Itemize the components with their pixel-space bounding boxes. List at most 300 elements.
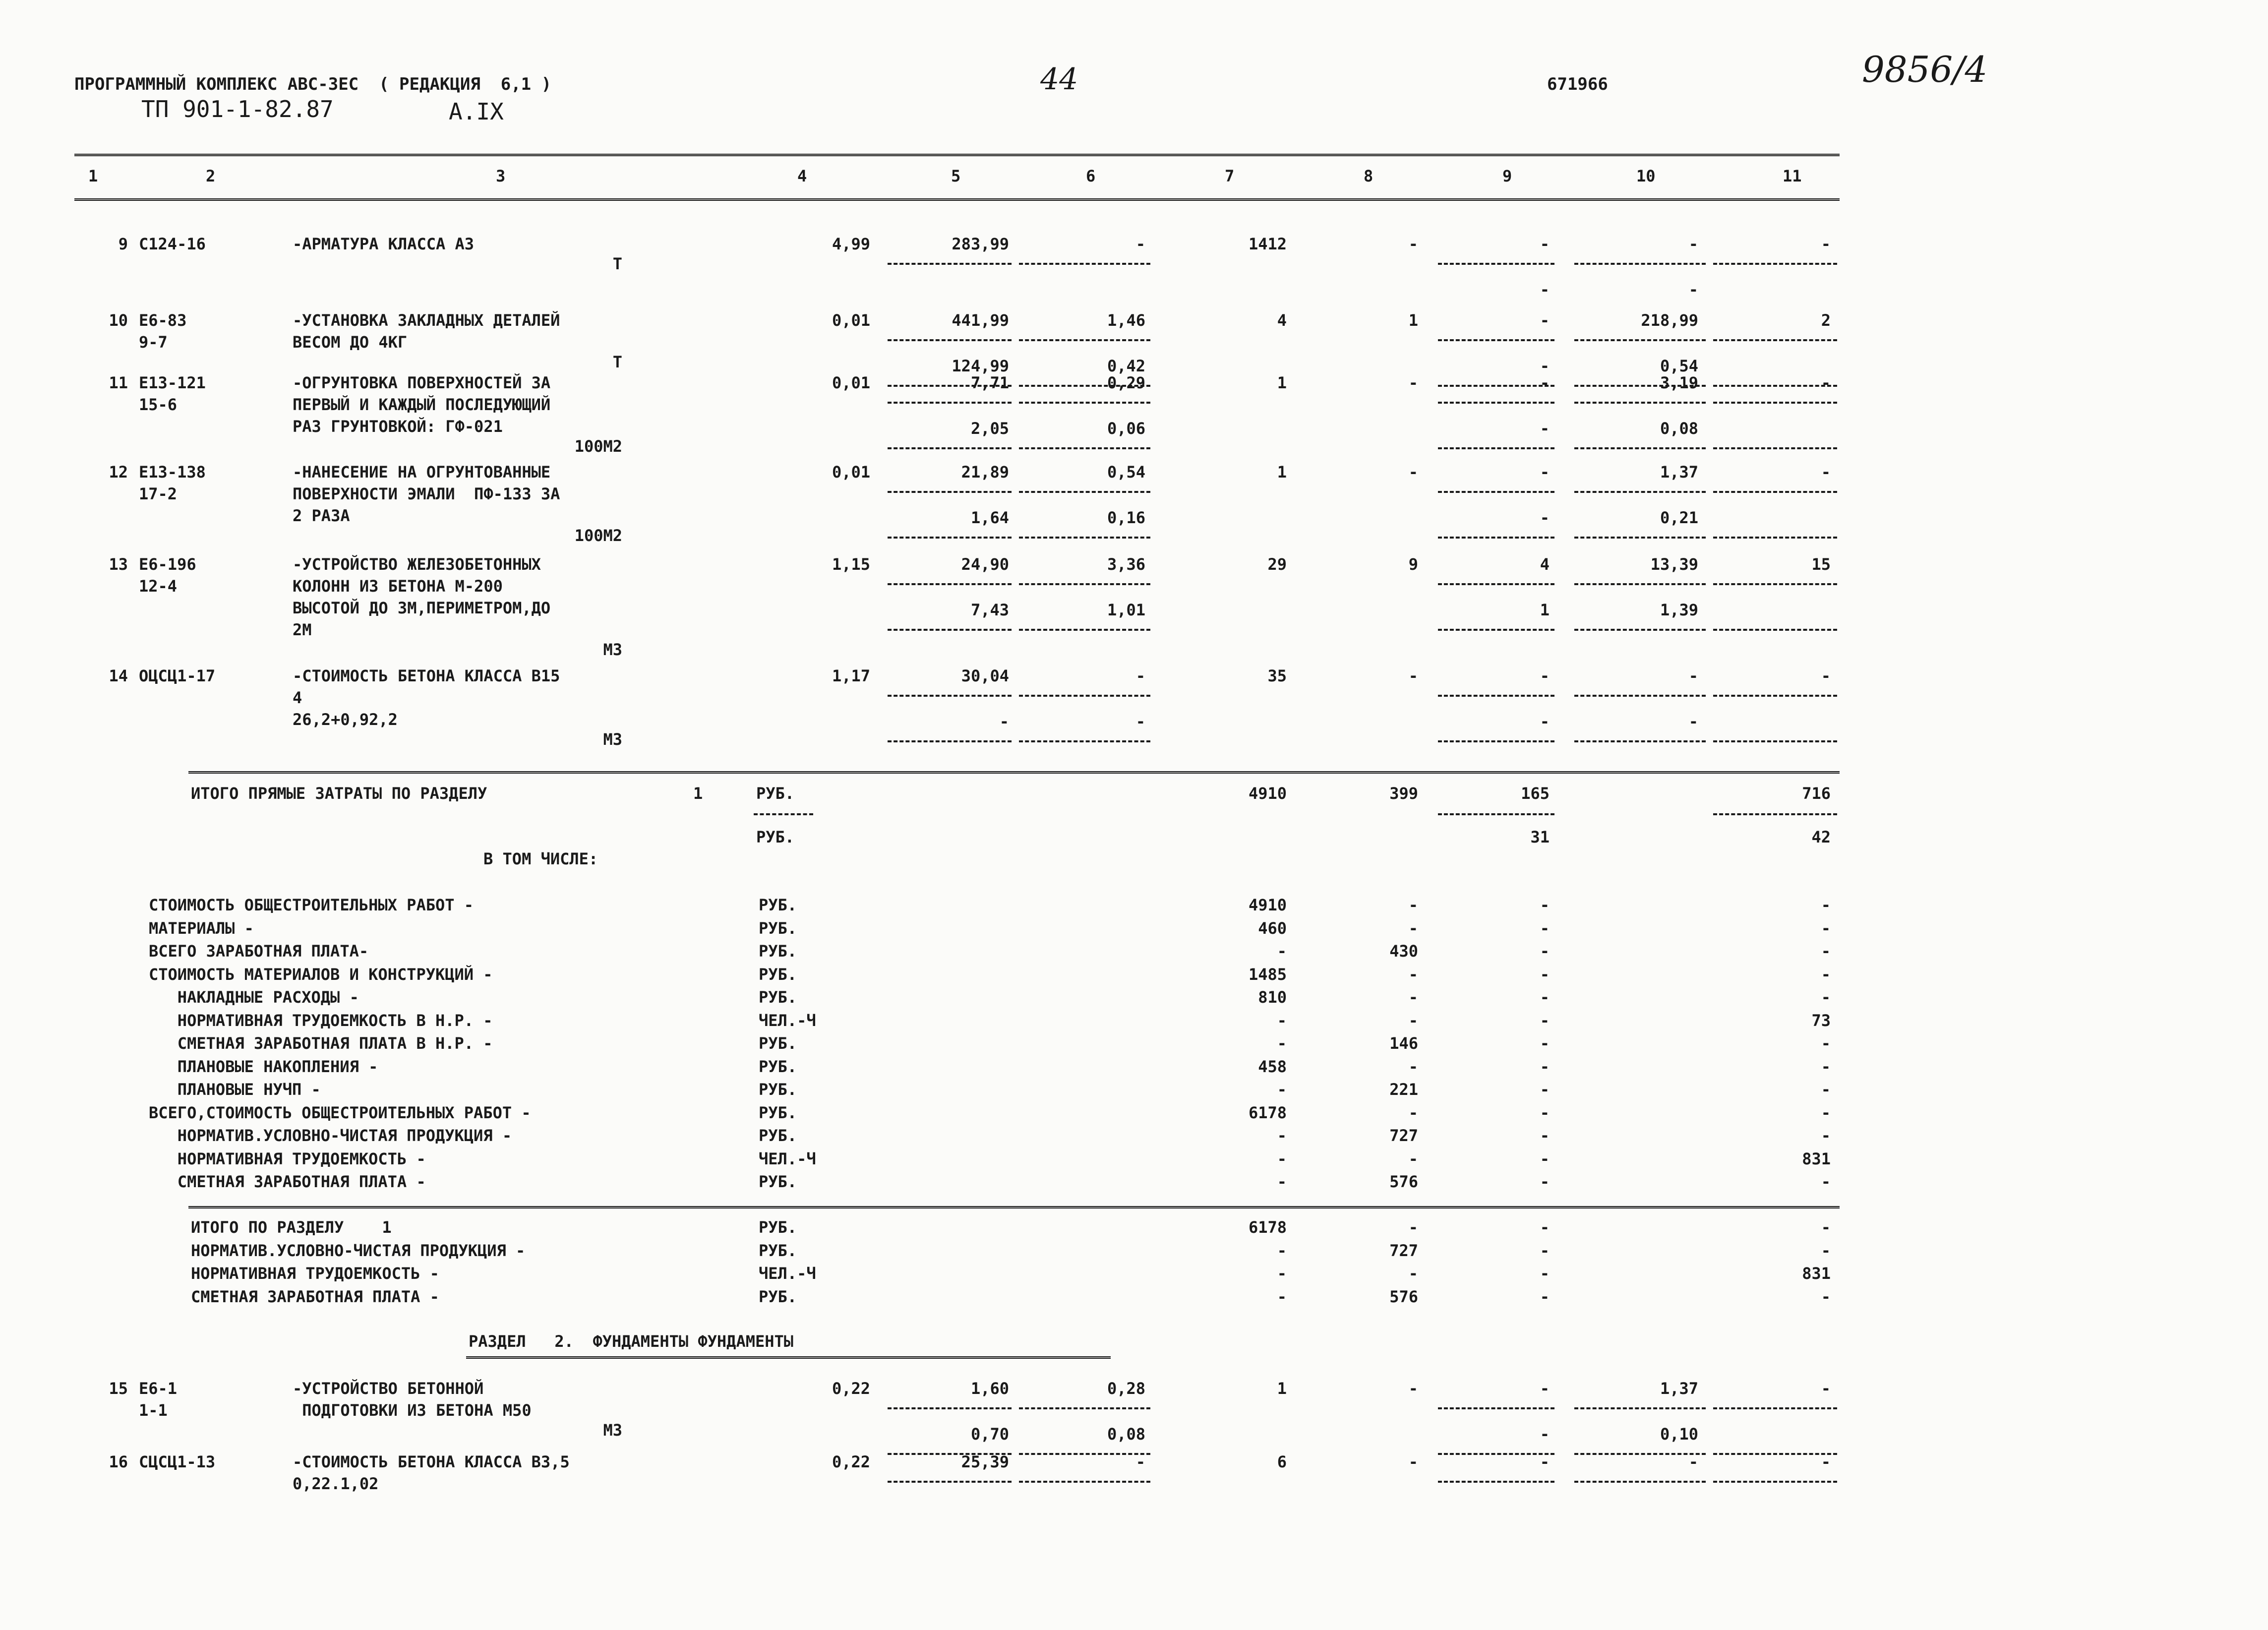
section-total-label: НОРМАТИВ.УСЛОВНО-ЧИСТАЯ ПРОДУКЦИЯ - bbox=[191, 1241, 526, 1260]
breakdown-wage: 727 bbox=[1389, 1126, 1418, 1145]
breakdown-unit: РУБ. bbox=[759, 942, 797, 961]
work-name: -СТОИМОСТЬ БЕТОНА КЛАССА В3,5 bbox=[293, 1452, 570, 1471]
col9-value: - bbox=[1540, 373, 1550, 392]
section-total-cost: - bbox=[1277, 1241, 1287, 1260]
col11-value: 2 bbox=[1821, 311, 1831, 330]
section-total-cost: - bbox=[1277, 1264, 1287, 1283]
total-wage: - bbox=[1408, 666, 1418, 685]
cell-rule bbox=[1574, 1481, 1706, 1483]
col11-value: - bbox=[1821, 373, 1831, 392]
row-number: 14 bbox=[109, 666, 128, 685]
section-total-label: СМЕТНАЯ ЗАРАБОТНАЯ ПЛАТА - bbox=[191, 1287, 439, 1306]
breakdown-col9: - bbox=[1540, 988, 1550, 1007]
qty-value: 1,17 bbox=[832, 666, 870, 685]
unit-wage: 0,28 bbox=[1107, 1379, 1145, 1398]
total-cost: 6 bbox=[1277, 1452, 1287, 1471]
breakdown-col9: - bbox=[1540, 1172, 1550, 1191]
breakdown-label: ВСЕГО,СТОИМОСТЬ ОБЩЕСТРОИТЕЛЬНЫХ РАБОТ - bbox=[149, 1103, 531, 1122]
breakdown-cost: - bbox=[1277, 1126, 1287, 1145]
column-number: 6 bbox=[1086, 167, 1096, 185]
breakdown-cost: 458 bbox=[1258, 1057, 1287, 1076]
cell-rule bbox=[1019, 1453, 1150, 1455]
work-name: -УСТРОЙСТВО ЖЕЛЕЗОБЕТОННЫХ bbox=[293, 555, 541, 574]
breakdown-cost: - bbox=[1277, 1034, 1287, 1053]
cell-rule bbox=[888, 491, 1012, 493]
cell-rule bbox=[888, 263, 1012, 265]
column-number: 3 bbox=[496, 167, 506, 185]
cell-rule bbox=[1574, 740, 1706, 742]
work-name: -НАНЕСЕНИЕ НА ОГРУНТОВАННЫЕ bbox=[293, 463, 551, 482]
col9-value: - bbox=[1540, 463, 1550, 482]
breakdown-unit: РУБ. bbox=[759, 1172, 797, 1191]
unit-wage: 0,54 bbox=[1107, 463, 1145, 482]
breakdown-label: СМЕТНАЯ ЗАРАБОТНАЯ ПЛАТА В Н.Р. - bbox=[149, 1034, 493, 1053]
unit-wage: - bbox=[1135, 666, 1145, 685]
work-name: 26,2+0,92,2 bbox=[293, 710, 398, 729]
col9-value: - bbox=[1540, 235, 1550, 253]
col10-value: 0,21 bbox=[1660, 508, 1698, 527]
totals-col9: 165 bbox=[1521, 784, 1550, 803]
col11-value: - bbox=[1821, 235, 1831, 253]
column-number: 8 bbox=[1364, 167, 1373, 185]
cell-rule bbox=[1438, 263, 1554, 265]
breakdown-label: СТОИМОСТЬ МАТЕРИАЛОВ И КОНСТРУКЦИЙ - bbox=[149, 965, 493, 984]
work-name: 2М bbox=[293, 620, 312, 639]
breakdown-wage: - bbox=[1408, 1011, 1418, 1030]
work-name: 4 bbox=[293, 688, 302, 707]
unit-wage: 0,06 bbox=[1107, 419, 1145, 438]
col9-value: - bbox=[1540, 419, 1550, 438]
section-total-col9: - bbox=[1540, 1264, 1550, 1283]
breakdown-label: НАКЛАДНЫЕ РАСХОДЫ - bbox=[149, 988, 359, 1007]
breakdown-col9: - bbox=[1540, 1080, 1550, 1099]
unit-label: М3 bbox=[603, 1421, 622, 1440]
unit-price: 30,04 bbox=[961, 666, 1009, 685]
section-total-unit: РУБ. bbox=[759, 1218, 797, 1237]
totals-subrule bbox=[1438, 813, 1554, 815]
breakdown-col9: - bbox=[1540, 1057, 1550, 1076]
breakdown-cost: 1485 bbox=[1248, 965, 1287, 984]
cell-rule bbox=[1574, 583, 1706, 585]
total-wage: - bbox=[1408, 1452, 1418, 1471]
col9-value: - bbox=[1540, 508, 1550, 527]
cell-rule bbox=[888, 447, 1012, 449]
breakdown-col9: - bbox=[1540, 896, 1550, 914]
breakdown-col11: - bbox=[1821, 918, 1831, 938]
breakdown-label: СТОИМОСТЬ ОБЩЕСТРОИТЕЛЬНЫХ РАБОТ - bbox=[149, 896, 474, 914]
row-number: 16 bbox=[109, 1452, 128, 1471]
col9-value: - bbox=[1540, 1379, 1550, 1398]
cell-rule bbox=[1574, 695, 1706, 697]
breakdown-unit: РУБ. bbox=[759, 965, 797, 984]
work-name: -АРМАТУРА КЛАССА А3 bbox=[293, 235, 475, 253]
breakdown-col11: - bbox=[1821, 1172, 1831, 1191]
breakdown-col9: - bbox=[1540, 1149, 1550, 1168]
col10-value: 218,99 bbox=[1641, 311, 1698, 330]
col10-value: 13,39 bbox=[1650, 555, 1698, 574]
breakdown-wage: 146 bbox=[1389, 1034, 1418, 1053]
cell-rule bbox=[1019, 1407, 1150, 1409]
unit-wage: 0,29 bbox=[1107, 373, 1145, 392]
cell-rule bbox=[1713, 583, 1837, 585]
cell-rule bbox=[1019, 402, 1150, 404]
cell-rule bbox=[1438, 740, 1554, 742]
total-cost: 4 bbox=[1277, 311, 1287, 330]
row-number: 11 bbox=[109, 373, 128, 392]
unit-wage: 1,01 bbox=[1107, 601, 1145, 619]
section-total-unit: РУБ. bbox=[759, 1241, 797, 1260]
work-name: РАЗ ГРУНТОВКОЙ: ГФ-021 bbox=[293, 417, 503, 436]
cell-rule bbox=[1574, 1453, 1706, 1455]
breakdown-wage: 576 bbox=[1389, 1172, 1418, 1191]
resource-code: ОЦСЦ1-17 bbox=[139, 666, 216, 685]
cell-rule bbox=[888, 402, 1012, 404]
unit-wage: - bbox=[1135, 235, 1145, 253]
unit-price: 1,60 bbox=[970, 1379, 1009, 1398]
cell-rule bbox=[1019, 263, 1150, 265]
cell-rule bbox=[1713, 263, 1837, 265]
cell-rule bbox=[1713, 402, 1837, 404]
breakdown-col11: - bbox=[1821, 942, 1831, 961]
cell-rule bbox=[1019, 537, 1150, 539]
unit-label: 100М2 bbox=[574, 526, 622, 545]
breakdown-col9: - bbox=[1540, 1126, 1550, 1145]
col10-value: 3,19 bbox=[1660, 373, 1698, 392]
qty-value: 0,22 bbox=[832, 1452, 870, 1471]
totals-subrule bbox=[1713, 813, 1837, 815]
totals-col9b: 31 bbox=[1530, 828, 1550, 846]
cell-rule bbox=[888, 537, 1012, 539]
breakdown-col11: - bbox=[1821, 1103, 1831, 1122]
cell-rule bbox=[1019, 629, 1150, 631]
breakdown-col11: 831 bbox=[1802, 1149, 1831, 1168]
breakdown-unit: РУБ. bbox=[759, 1103, 797, 1122]
section-total-wage: - bbox=[1408, 1264, 1418, 1283]
cell-rule bbox=[1713, 1453, 1837, 1455]
section2-title: РАЗДЕЛ 2. ФУНДАМЕНТЫ ФУНДАМЕНТЫ bbox=[469, 1332, 794, 1351]
project-code: ТП 901-1-82.87 bbox=[141, 96, 334, 122]
qty-value: 0,22 bbox=[832, 1379, 870, 1398]
row-number: 12 bbox=[109, 463, 128, 482]
qty-value: 1,15 bbox=[832, 555, 870, 574]
qty-value: 0,01 bbox=[832, 463, 870, 482]
breakdown-col11: - bbox=[1821, 988, 1831, 1007]
breakdown-label: МАТЕРИАЛЫ - bbox=[149, 918, 254, 938]
totals-rule bbox=[188, 771, 1840, 774]
unit-price: - bbox=[999, 712, 1009, 731]
breakdown-wage: - bbox=[1408, 1103, 1418, 1122]
totals-cost: 4910 bbox=[1248, 784, 1287, 803]
unit-price: 7,71 bbox=[970, 373, 1009, 392]
column-number: 11 bbox=[1783, 167, 1802, 185]
breakdown-unit: РУБ. bbox=[759, 1080, 797, 1099]
col10-value: 1,37 bbox=[1660, 463, 1698, 482]
col11-value: - bbox=[1821, 463, 1831, 482]
section-total-col9: - bbox=[1540, 1287, 1550, 1306]
breakdown-cost: 6178 bbox=[1248, 1103, 1287, 1122]
totals-label: ИТОГО ПРЯМЫЕ ЗАТРАТЫ ПО РАЗДЕЛУ bbox=[191, 784, 487, 803]
cell-rule bbox=[1438, 491, 1554, 493]
cell-rule bbox=[1438, 629, 1554, 631]
qty-value: 0,01 bbox=[832, 373, 870, 392]
column-number: 2 bbox=[206, 167, 216, 185]
breakdown-cost: 810 bbox=[1258, 988, 1287, 1007]
work-name: -УСТРОЙСТВО БЕТОННОЙ bbox=[293, 1379, 484, 1398]
breakdown-cost: 460 bbox=[1258, 918, 1287, 938]
unit-wage: 0,42 bbox=[1107, 357, 1145, 375]
unit-label: Т bbox=[612, 254, 622, 273]
cell-rule bbox=[1438, 385, 1554, 387]
col9-value: - bbox=[1540, 1425, 1550, 1444]
cell-rule bbox=[888, 695, 1012, 697]
col11-value: - bbox=[1821, 1379, 1831, 1398]
totals-unit2: РУБ. bbox=[756, 828, 795, 846]
cell-rule bbox=[1438, 402, 1554, 404]
col9-value: - bbox=[1540, 357, 1550, 375]
unit-price: 441,99 bbox=[952, 311, 1009, 330]
unit-wage: - bbox=[1135, 1452, 1145, 1471]
unit-price: 0,70 bbox=[970, 1425, 1009, 1444]
breakdown-unit: РУБ. bbox=[759, 988, 797, 1007]
col9-value: - bbox=[1540, 280, 1550, 299]
col10-value: 1,37 bbox=[1660, 1379, 1698, 1398]
cell-rule bbox=[1713, 1407, 1837, 1409]
total-wage: - bbox=[1408, 1379, 1418, 1398]
unit-label: М3 bbox=[603, 640, 622, 659]
section-total-col11: - bbox=[1821, 1287, 1831, 1306]
col9-value: - bbox=[1540, 712, 1550, 731]
unit-wage: 0,08 bbox=[1107, 1425, 1145, 1444]
cell-rule bbox=[888, 583, 1012, 585]
totals-section: 1 bbox=[693, 784, 703, 803]
col10-value: 0,08 bbox=[1660, 419, 1698, 438]
col10-value: 0,10 bbox=[1660, 1425, 1698, 1444]
section-total-label: ИТОГО ПО РАЗДЕЛУ 1 bbox=[191, 1218, 392, 1237]
work-name: -УСТАНОВКА ЗАКЛАДНЫХ ДЕТАЛЕЙ bbox=[293, 311, 560, 330]
breakdown-cost: - bbox=[1277, 1080, 1287, 1099]
cell-rule bbox=[1574, 491, 1706, 493]
unit-wage: 1,46 bbox=[1107, 311, 1145, 330]
column-number: 1 bbox=[88, 167, 98, 185]
resource-code: Е13-121 bbox=[139, 373, 206, 392]
breakdown-wage: - bbox=[1408, 965, 1418, 984]
breakdown-wage: - bbox=[1408, 896, 1418, 914]
work-name: -ОГРУНТОВКА ПОВЕРХНОСТЕЙ ЗА bbox=[293, 373, 551, 392]
page-number: 44 bbox=[1040, 62, 1078, 97]
section-total-rule bbox=[188, 1206, 1840, 1208]
section-total-col11: 831 bbox=[1802, 1264, 1831, 1283]
cell-rule bbox=[888, 740, 1012, 742]
cell-rule bbox=[1438, 1481, 1554, 1483]
totals-unit: РУБ. bbox=[756, 784, 795, 803]
total-wage: 1 bbox=[1408, 311, 1418, 330]
breakdown-cost: - bbox=[1277, 1011, 1287, 1030]
breakdown-unit: РУБ. bbox=[759, 1034, 797, 1053]
breakdown-cost: - bbox=[1277, 1172, 1287, 1191]
col9-value: 1 bbox=[1540, 601, 1550, 619]
resource-code: Е6-1 bbox=[139, 1379, 178, 1398]
cell-rule bbox=[1713, 447, 1837, 449]
cell-rule bbox=[1438, 447, 1554, 449]
total-wage: - bbox=[1408, 463, 1418, 482]
breakdown-wage: 221 bbox=[1389, 1080, 1418, 1099]
incl-label: В ТОМ ЧИСЛЕ: bbox=[483, 849, 598, 868]
program-title: ПРОГРАММНЫЙ КОМПЛЕКС АВС-ЗЕС ( РЕДАКЦИЯ 6,1 ) bbox=[74, 74, 552, 94]
section-total-label: НОРМАТИВНАЯ ТРУДОЕМКОСТЬ - bbox=[191, 1264, 439, 1283]
total-wage: - bbox=[1408, 235, 1418, 253]
resource-code: Е6-83 bbox=[139, 311, 187, 330]
cell-rule bbox=[1438, 1453, 1554, 1455]
cell-rule bbox=[1574, 447, 1706, 449]
row-number: 13 bbox=[109, 555, 128, 574]
cell-rule bbox=[1019, 339, 1150, 341]
row-number: 15 bbox=[109, 1379, 128, 1398]
breakdown-col9: - bbox=[1540, 918, 1550, 938]
total-wage: 9 bbox=[1408, 555, 1418, 574]
col10-value: - bbox=[1688, 1452, 1698, 1471]
resource-code: Е6-196 bbox=[139, 555, 196, 574]
col9-value: - bbox=[1540, 666, 1550, 685]
breakdown-wage: - bbox=[1408, 918, 1418, 938]
unit-wage: 0,16 bbox=[1107, 508, 1145, 527]
breakdown-label: НОРМАТИВНАЯ ТРУДОЕМКОСТЬ - bbox=[149, 1149, 426, 1168]
row-number: 9 bbox=[118, 235, 128, 253]
breakdown-label: ПЛАНОВЫЕ НАКОПЛЕНИЯ - bbox=[149, 1057, 378, 1076]
unit-price: 7,43 bbox=[970, 601, 1009, 619]
resource-code: 12-4 bbox=[139, 577, 178, 596]
totals-wage: 399 bbox=[1389, 784, 1418, 803]
row-number: 10 bbox=[109, 311, 128, 330]
cell-rule bbox=[1019, 447, 1150, 449]
section-total-unit: ЧЕЛ.-Ч bbox=[759, 1264, 816, 1283]
cell-rule bbox=[1713, 491, 1837, 493]
total-cost: 1412 bbox=[1248, 235, 1287, 253]
cell-rule bbox=[1438, 537, 1554, 539]
cell-rule bbox=[1574, 629, 1706, 631]
work-name: ПЕРВЫЙ И КАЖДЫЙ ПОСЛЕДУЮЩИЙ bbox=[293, 395, 551, 414]
col10-value: - bbox=[1688, 235, 1698, 253]
section-total-col11: - bbox=[1821, 1218, 1831, 1237]
section-total-col9: - bbox=[1540, 1241, 1550, 1260]
breakdown-unit: РУБ. bbox=[759, 918, 797, 938]
work-name: 2 РАЗА bbox=[293, 506, 350, 525]
unit-label: М3 bbox=[603, 730, 622, 749]
breakdown-wage: - bbox=[1408, 1057, 1418, 1076]
breakdown-col11: - bbox=[1821, 1080, 1831, 1099]
column-number: 5 bbox=[951, 167, 961, 185]
breakdown-col9: - bbox=[1540, 1011, 1550, 1030]
unit-wage: 3,36 bbox=[1107, 555, 1145, 574]
breakdown-col9: - bbox=[1540, 1103, 1550, 1122]
resource-code: 9-7 bbox=[139, 333, 168, 352]
section2-underline bbox=[466, 1356, 1111, 1359]
col10-value: 1,39 bbox=[1660, 601, 1698, 619]
col9-value: - bbox=[1540, 311, 1550, 330]
qty-value: 0,01 bbox=[832, 311, 870, 330]
unit-label: 100М2 bbox=[574, 437, 622, 456]
breakdown-col11: 73 bbox=[1811, 1011, 1831, 1030]
column-number: 7 bbox=[1225, 167, 1235, 185]
header-rule-top bbox=[74, 154, 1840, 156]
cell-rule bbox=[1019, 740, 1150, 742]
album-code: А.IX bbox=[449, 98, 504, 125]
totals-subrule bbox=[754, 813, 813, 815]
col10-value: 0,54 bbox=[1660, 357, 1698, 375]
totals-col11: 716 bbox=[1802, 784, 1831, 803]
total-cost: 1 bbox=[1277, 463, 1287, 482]
col11-value: 15 bbox=[1811, 555, 1831, 574]
unit-price: 21,89 bbox=[961, 463, 1009, 482]
breakdown-cost: 4910 bbox=[1248, 896, 1287, 914]
sheet-reference: 9856/4 bbox=[1862, 49, 1988, 90]
breakdown-unit: РУБ. bbox=[759, 1126, 797, 1145]
breakdown-col9: - bbox=[1540, 942, 1550, 961]
col10-value: - bbox=[1688, 280, 1698, 299]
resource-code: 15-6 bbox=[139, 395, 178, 414]
col10-value: - bbox=[1688, 712, 1698, 731]
unit-wage: - bbox=[1135, 712, 1145, 731]
breakdown-unit: ЧЕЛ.-Ч bbox=[759, 1149, 816, 1168]
breakdown-label: СМЕТНАЯ ЗАРАБОТНАЯ ПЛАТА - bbox=[149, 1172, 426, 1191]
breakdown-wage: - bbox=[1408, 1149, 1418, 1168]
work-name: ПОВЕРХНОСТИ ЭМАЛИ ПФ-133 ЗА bbox=[293, 484, 560, 503]
resource-code: 1-1 bbox=[139, 1401, 168, 1420]
cell-rule bbox=[1574, 1407, 1706, 1409]
col9-value: - bbox=[1540, 1452, 1550, 1471]
section-total-col9: - bbox=[1540, 1218, 1550, 1237]
col11-value: - bbox=[1821, 1452, 1831, 1471]
resource-code: 17-2 bbox=[139, 484, 178, 503]
cell-rule bbox=[1019, 491, 1150, 493]
unit-price: 2,05 bbox=[970, 419, 1009, 438]
unit-price: 283,99 bbox=[952, 235, 1009, 253]
cell-rule bbox=[1574, 339, 1706, 341]
breakdown-wage: 430 bbox=[1389, 942, 1418, 961]
cell-rule bbox=[888, 1407, 1012, 1409]
unit-price: 124,99 bbox=[952, 357, 1009, 375]
totals-col11b: 42 bbox=[1811, 828, 1831, 846]
breakdown-cost: - bbox=[1277, 942, 1287, 961]
section-total-unit: РУБ. bbox=[759, 1287, 797, 1306]
cell-rule bbox=[1574, 263, 1706, 265]
column-number: 9 bbox=[1502, 167, 1512, 185]
total-cost: 1 bbox=[1277, 373, 1287, 392]
breakdown-col11: - bbox=[1821, 1126, 1831, 1145]
col11-value: - bbox=[1821, 666, 1831, 685]
cell-rule bbox=[1713, 385, 1837, 387]
cell-rule bbox=[888, 339, 1012, 341]
total-wage: - bbox=[1408, 373, 1418, 392]
resource-code: СЦСЦ1-13 bbox=[139, 1452, 216, 1471]
work-name: -СТОИМОСТЬ БЕТОНА КЛАССА В15 bbox=[293, 666, 560, 685]
work-name: ВЫСОТОЙ ДО 3М,ПЕРИМЕТРОМ,ДО bbox=[293, 599, 551, 617]
resource-code: С124-16 bbox=[139, 235, 206, 253]
resource-code: Е13-138 bbox=[139, 463, 206, 482]
breakdown-wage: - bbox=[1408, 988, 1418, 1007]
section-total-wage: 727 bbox=[1389, 1241, 1418, 1260]
breakdown-label: ПЛАНОВЫЕ НУЧП - bbox=[149, 1080, 321, 1099]
cell-rule bbox=[888, 629, 1012, 631]
cell-rule bbox=[1019, 1481, 1150, 1483]
work-name: ВЕСОМ ДО 4КГ bbox=[293, 333, 408, 352]
breakdown-col9: - bbox=[1540, 1034, 1550, 1053]
total-cost: 29 bbox=[1267, 555, 1287, 574]
column-number: 4 bbox=[797, 167, 807, 185]
work-name: 0,22.1,02 bbox=[293, 1474, 379, 1493]
breakdown-unit: ЧЕЛ.-Ч bbox=[759, 1011, 816, 1030]
breakdown-unit: РУБ. bbox=[759, 896, 797, 914]
breakdown-col11: - bbox=[1821, 1057, 1831, 1076]
